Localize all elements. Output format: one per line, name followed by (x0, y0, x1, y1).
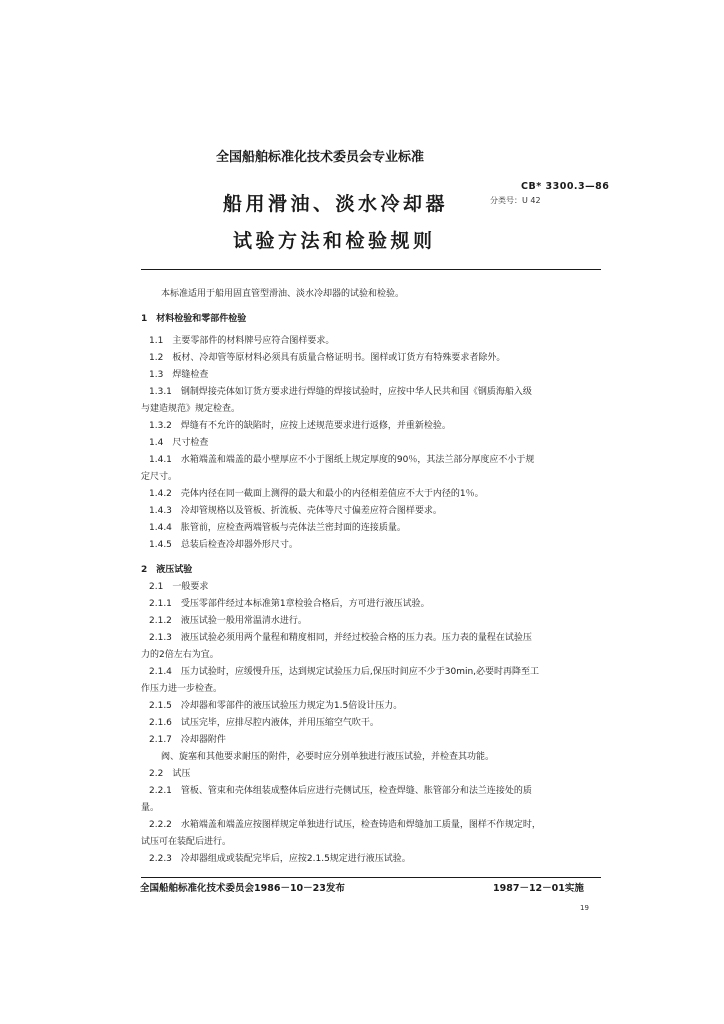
clause-1-3-1-continued: 与建造规范》规定检查。 (141, 404, 241, 414)
clause-1-4-4: 1.4.4 胀管前，应检查两端管板与壳体法兰密封面的连接质量。 (149, 523, 406, 533)
clause-2-2-1: 2.2.1 管板、管束和壳体组装成整体后应进行壳侧试压，检查焊缝、胀管部分和法兰连接处的质 (149, 786, 532, 796)
clause-2-1-1: 2.1.1 受压零部件经过本标准第1章检验合格后，方可进行液压试验。 (149, 599, 430, 609)
scope-paragraph: 本标准适用于船用固直管型滑油、淡水冷却器的试验和检验。 (161, 289, 405, 299)
clause-2-1-3-continued: 力的2倍左右为宜。 (141, 650, 219, 660)
publish-date: 全国船舶标准化技术委员会1986－10－23发布 (140, 883, 345, 894)
clause-1-4: 1.4 尺寸检查 (149, 438, 209, 448)
page-number: 19 (580, 904, 589, 912)
clause-2-1-5: 2.1.5 冷却器和零部件的液压试验压力规定为1.5倍设计压力。 (149, 701, 403, 711)
document-title-line-2: 试验方法和检验规则 (233, 230, 436, 252)
clause-1-4-1-continued: 定尺寸。 (141, 472, 178, 482)
clause-2-1-4-continued: 作压力进一步检查。 (141, 684, 223, 694)
clause-1-4-1: 1.4.1 水箱端盖和端盖的最小壁厚应不小于图纸上规定厚度的90％，其法兰部分厚度应不小于规 (149, 455, 535, 465)
clause-2-1-6: 2.1.6 试压完毕，应排尽腔内液体，并用压缩空气吹干。 (149, 718, 379, 728)
clause-2-2: 2.2 试压 (149, 769, 191, 779)
implementation-date: 1987－12－01实施 (493, 883, 584, 894)
section-heading-1: 1 材料检验和零部件检验 (141, 314, 247, 324)
clause-1-4-2: 1.4.2 壳体内径在同一截面上测得的最大和最小的内径相差值应不大于内径的1％。 (149, 489, 484, 499)
standard-number: CB* 3300.3—86 (521, 181, 610, 192)
clause-1-3: 1.3 焊缝检查 (149, 370, 209, 380)
clause-2-1-7-body: 阀、旋塞和其他要求耐压的附件，必要时应分别单独进行液压试验，并检查其功能。 (161, 752, 495, 762)
issuing-organization: 全国船舶标准化技术委员会专业标准 (216, 150, 425, 165)
clause-2-2-1-continued: 量。 (141, 803, 160, 813)
clause-2-2-2: 2.2.2 水箱端盖和端盖应按图样规定单独进行试压，检查铸造和焊缝加工质量，图样不作规定时， (149, 820, 541, 830)
footer-divider (141, 877, 601, 878)
clause-2-1-3: 2.1.3 液压试验必须用两个量程和精度相同，并经过校验合格的压力表。压力表的量程在试验压 (149, 633, 532, 643)
clause-2-1-7: 2.1.7 冷却器附件 (149, 735, 226, 745)
clause-2-2-2-continued: 试压可在装配后进行。 (141, 837, 232, 847)
clause-1-3-1: 1.3.1 钢制焊接壳体如订货方要求进行焊缝的焊接试验时，应按中华人民共和国《钢质海船入级 (149, 387, 532, 397)
clause-1-3-2: 1.3.2 焊缝有不允许的缺陷时，应按上述规范要求进行返修，并重新检验。 (149, 421, 451, 431)
clause-1-4-3: 1.4.3 冷却管规格以及管板、折流板、壳体等尺寸偏差应符合图样要求。 (149, 506, 442, 516)
clause-1-1: 1.1 主要零部件的材料牌号应符合图样要求。 (149, 336, 335, 346)
header-divider (141, 269, 601, 270)
clause-2-1: 2.1 一般要求 (149, 582, 209, 592)
classification-number: 分类号：U 42 (490, 196, 541, 205)
clause-2-1-2: 2.1.2 液压试验一般用常温清水进行。 (149, 616, 307, 626)
clause-2-2-3: 2.2.3 冷却器组成或装配完毕后，应按2.1.5规定进行液压试验。 (149, 854, 411, 864)
clause-1-2: 1.2 板材、冷却管等原材料必须具有质量合格证明书。图样或订货方有特殊要求者除外。 (149, 353, 506, 363)
section-heading-2: 2 液压试验 (141, 565, 193, 575)
clause-2-1-4: 2.1.4 压力试验时，应缓慢升压，达到规定试验压力后,保压时间应不少于30min,必要时再降至工 (149, 667, 540, 677)
clause-1-4-5: 1.4.5 总装后检查冷却器外形尺寸。 (149, 540, 298, 550)
document-title-line-1: 船用滑油、淡水冷却器 (223, 193, 449, 215)
